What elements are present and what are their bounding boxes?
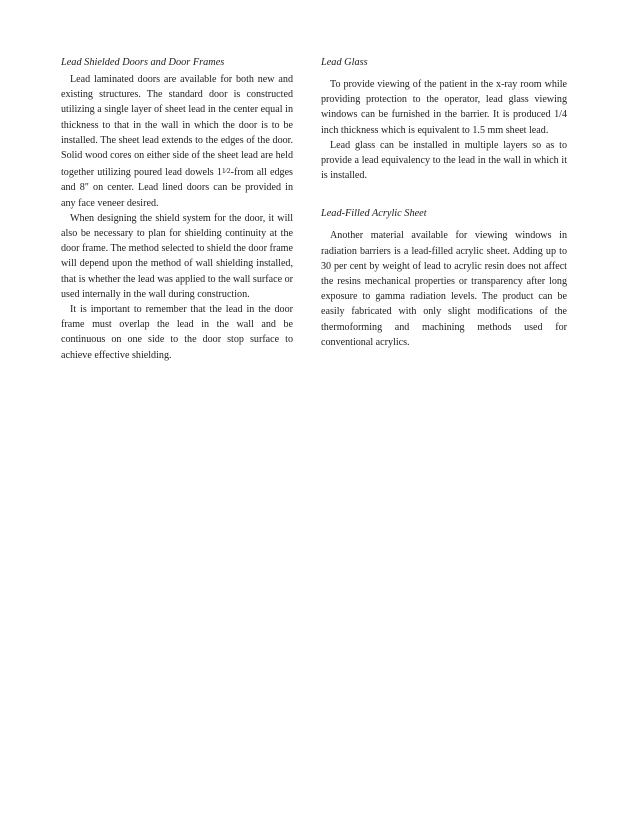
- paragraph-text: Lead laminated doors are available for both new and existing structures. The standard door is constructed utilizing a single layer of sheet lead in the center equal in thickness to that in the wall in which the door is to be installed. The sheet lead extends to the edges of the door. Solid wood cores on either side of the sheet lead are held together utilizing poured lead dowels 1: [61, 74, 293, 179]
- paragraph-lead-laminated-doors: [61, 72, 293, 211]
- paragraph-acrylic-sheet: Another material available for viewing windows in radiation barriers is a lead-filled acrylic sheet. Adding up to 30 per cent by weight of lead to acrylic resin does not affect the resins mechanical properties or transparency after long exposure to gamma radiation levels. The product can be easily fabricated with only slight modifications of the thermoforming and machining methods used for conventional acrylics.: [321, 230, 567, 348]
- section-heading-lead-shielded-doors: Lead Shielded Doors and Door Frames: [61, 57, 225, 68]
- paragraph-door-frame-design: When designing the shield system for the door, it will also be necessary to plan for shielding continuity at the door frame. The method selected to shield the door frame will depend upon the method of wall shielding installed, that is whether the lead was applied to the wall surface or used internally in the wall during construction.: [61, 212, 293, 300]
- right-column: [321, 55, 567, 350]
- paragraph-lead-glass-viewing: To provide viewing of the patient in the x-ray room while providing protection to the operator, lead glass viewing windows can be furnished in the barrier. It is produced 1/4 inch thickness which is equivalent to 1.5 mm sheet lead.: [321, 79, 567, 136]
- paragraph-lead-glass-layers: Lead glass can be installed in multiple layers so as to provide a lead equivalency to the lead in the wall in which it is installed.: [321, 139, 567, 182]
- spacer: [321, 183, 567, 206]
- section-heading-lead-glass: Lead Glass: [321, 57, 368, 68]
- paragraph-text-tail: -from all edges and 8" on center. Lead lined doors can be provided in any face veneer desired.: [61, 167, 293, 209]
- section-heading-lead-filled-acrylic: Lead-Filled Acrylic Sheet: [321, 208, 427, 220]
- dowel-fraction: 1⁄2: [221, 166, 231, 176]
- left-column: [61, 55, 293, 363]
- paragraph-overlap-reminder: It is important to remember that the lead in the door frame must overlap the lead in the wall and be continuous on one side to the door stop surface to achieve effective shielding.: [61, 304, 293, 361]
